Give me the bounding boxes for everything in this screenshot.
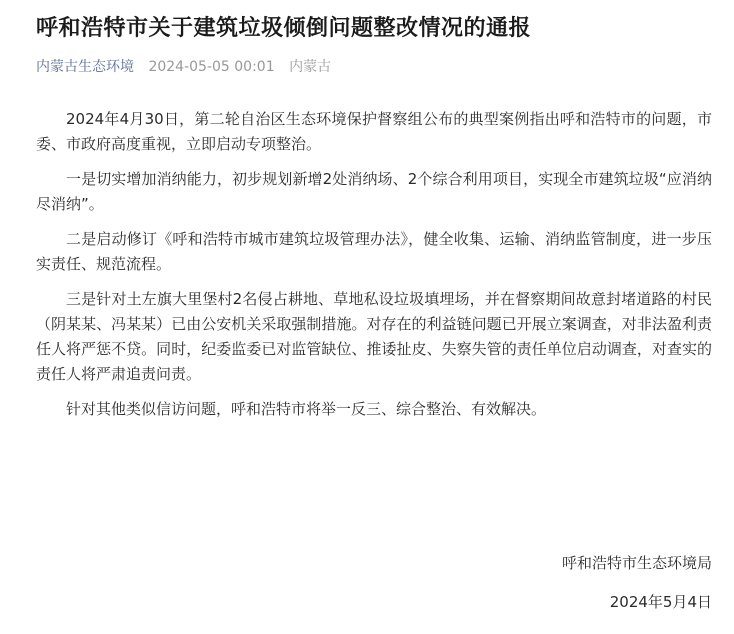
source-account-link[interactable]: 内蒙古生态环境	[36, 59, 134, 75]
signature-block	[562, 551, 712, 615]
paragraph: 针对其他类似信访问题，呼和浩特市将举一反三、综合整治、有效解决。	[66, 400, 547, 418]
article-title: 呼和浩特市关于建筑垃圾倾倒问题整改情况的通报	[36, 16, 532, 41]
signature-org: 呼和浩特市生态环境局	[561, 554, 712, 572]
paragraph: 一是切实增加消纳能力，初步规划新增2处消纳场、2个综合利用项目，实现全市建筑垃圾“应消纳尽消纳”。	[36, 170, 712, 213]
paragraph: 2024年4月30日，第二轮自治区生态环境保护督察组公布的典型案例指出呼和浩特市的问题，市委、市政府高度重视，立即启动专项整治。	[36, 110, 712, 153]
signature-date: 2024年5月4日	[609, 593, 712, 611]
publish-datetime: 2024-05-05 00:01	[148, 59, 275, 75]
publish-location: 内蒙古	[289, 59, 332, 75]
article	[36, 0, 712, 432]
article-content	[36, 107, 712, 422]
paragraph: 三是针对土左旗大里堡村2名侵占耕地、草地私设垃圾填埋场，并在督察期间故意封堵道路的村民（阴某某、冯某某）已由公安机关采取强制措施。对存在的利益链问题已开展立案调查，对非法盈利责任人将严惩不贷。同时，纪委监委已对监管缺位、推诿扯皮、失察失管的责任单位启动调查，对查实的责任人将严肃追责问责。	[36, 290, 712, 383]
paragraph: 二是启动修订《呼和浩特市城市建筑垃圾管理办法》，健全收集、运输、消纳监管制度，进一步压实责任、规范流程。	[36, 230, 712, 273]
article-meta	[36, 57, 712, 77]
